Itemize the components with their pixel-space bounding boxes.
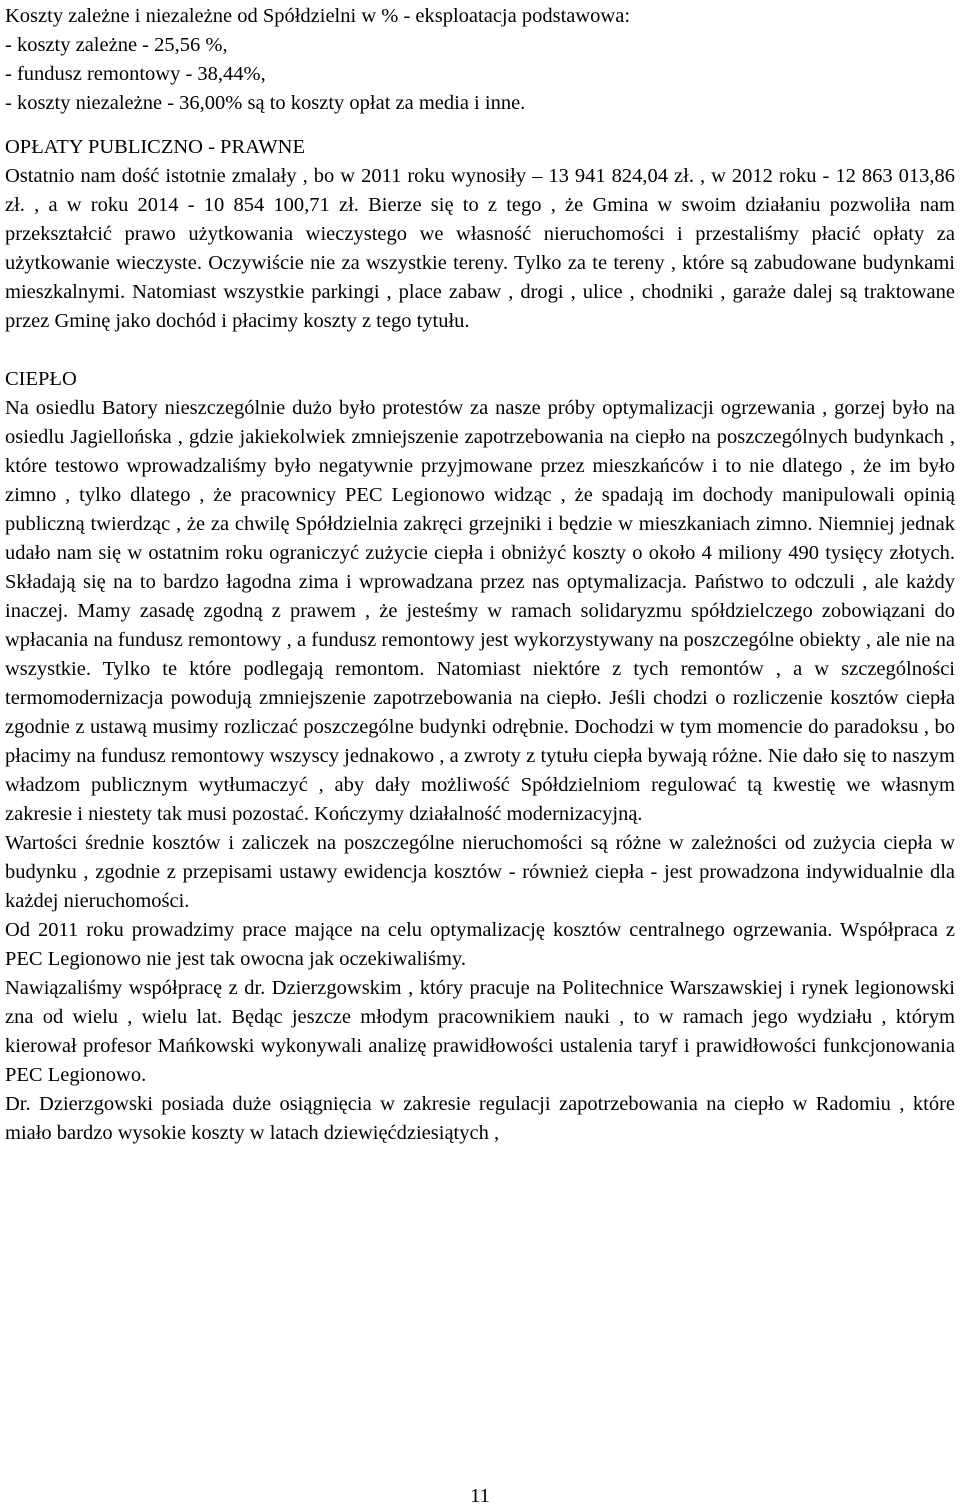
costs-item-independent: - koszty niezależne - 36,00% są to koszty opłat za media i inne. <box>5 92 526 114</box>
heat-paragraph-4: Nawiązaliśmy współpracę z dr. Dzierzgowskim , który pracuje na Politechnice Warszawskiej i rynek legionowski zna od wielu , wielu lat. Będąc jeszcze młodym pracownikiem nauki , to w ramach jego wydziału , którym kierował profesor Mańkowski wykonywali analizę prawidłowości ustalenia taryf i prawidłowości funkcjonowania PEC Legionowo. <box>5 977 955 1086</box>
page-number: 11 <box>470 1485 490 1507</box>
heat-heading: CIEPŁO <box>5 368 77 390</box>
document-page <box>5 2 955 1148</box>
heat-paragraph-5: Dr. Dzierzgowski posiada duże osiągnięcia w zakresie regulacji zapotrzebowania na ciepło w Radomiu , które miało bardzo wysokie koszty w latach dziewięćdziesiątych , <box>5 1093 955 1144</box>
costs-item-dependent: - koszty zależne - 25,56 %, <box>5 34 228 56</box>
heat-paragraph-3: Od 2011 roku prowadzimy prace mające na celu optymalizację kosztów centralnego ogrzewania. Współpraca z PEC Legionowo nie jest tak owocna jak oczekiwaliśmy. <box>5 919 955 970</box>
public-fees-paragraph: Ostatnio nam dość istotnie zmalały , bo w 2011 roku wynosiły – 13 941 824,04 zł. , w 2012 roku - 12 863 013,86 zł. , a w roku 2014 - 10 854 100,71 zł. Bierze się to z tego , że Gmina w swoim działaniu pozwoliła nam przekształcić prawo użytkowania wieczystego we własność nieruchomości i przestaliśmy płacić opłaty za użytkowanie wieczyste. Oczywiście nie za wszystkie tereny. Tylko za te tereny , które są zabudowane budynkami mieszkalnymi. Natomiast wszystkie parkingi , place zabaw , drogi , ulice , chodniki , garaże dalej są traktowane przez Gminę jako dochód i płacimy koszty z tego tytułu. <box>5 165 955 332</box>
heat-paragraph-1: Na osiedlu Batory nieszczególnie dużo było protestów za nasze próby optymalizacji ogrzewania , gorzej było na osiedlu Jagiellońska , gdzie jakiekolwiek zmniejszenie zapotrzebowania na ciepło na poszczególnych budynkach , które testowo wprowadzaliśmy było negatywnie przyjmowane przez mieszkańców i to nie dlatego , że im było zimno , tylko dlatego , że pracownicy PEC Legionowo widząc , że spadają im dochody manipulowali opinią publiczną twierdząc , że za chwilę Spółdzielnia zakręci grzejniki i będzie w mieszkaniach zimno. Niemniej jednak udało nam się w ostatnim roku ograniczyć zużycie ciepła i obniżyć koszty o około 4 miliony 490 tysięcy złotych. Składają się na to bardzo łagodna zima i wprowadzana przez nas optymalizacja. Państwo to odczuli , ale każdy inaczej. Mamy zasadę zgodną z prawem , że jesteśmy w ramach solidaryzmu spółdzielczego zobowiązani do wpłacania na fundusz remontowy , a fundusz remontowy jest wykorzystywany na poszczególne obiekty , ale nie na wszystkie. Tylko te które podlegają remontom. Natomiast niektóre z tych remontów , a w szczególności termomodernizacja powodują zmniejszenie zapotrzebowania na ciepło. Jeśli chodzi o rozliczenie kosztów ciepła zgodnie z ustawą musimy rozliczać poszczególne budynki odrębnie. Dochodzi w tym momencie do paradoksu , bo płacimy na fundusz remontowy wszyscy jednakowo , a zwroty z tytułu ciepła bywają różne. Nie dało się to naszym władzom publicznym wytłumaczyć , aby dały możliwość Spółdzielniom regulować tą kwestię we własnym zakresie i niestety tak musi pozostać. Kończymy działalność modernizacyjną. <box>5 397 955 825</box>
public-fees-heading: OPŁATY PUBLICZNO - PRAWNE <box>5 136 305 158</box>
costs-title: Koszty zależne i niezależne od Spółdzielni w % - eksploatacja podstawowa: <box>5 5 631 27</box>
heat-paragraph-2: Wartości średnie kosztów i zaliczek na poszczególne nieruchomości są różne w zależności od zużycia ciepła w budynku , zgodnie z przepisami ustawy ewidencja kosztów - również ciepła - jest prowadzona indywidualnie dla każdej nieruchomości. <box>5 832 955 912</box>
costs-item-repair-fund: - fundusz remontowy - 38,44%, <box>5 63 266 85</box>
